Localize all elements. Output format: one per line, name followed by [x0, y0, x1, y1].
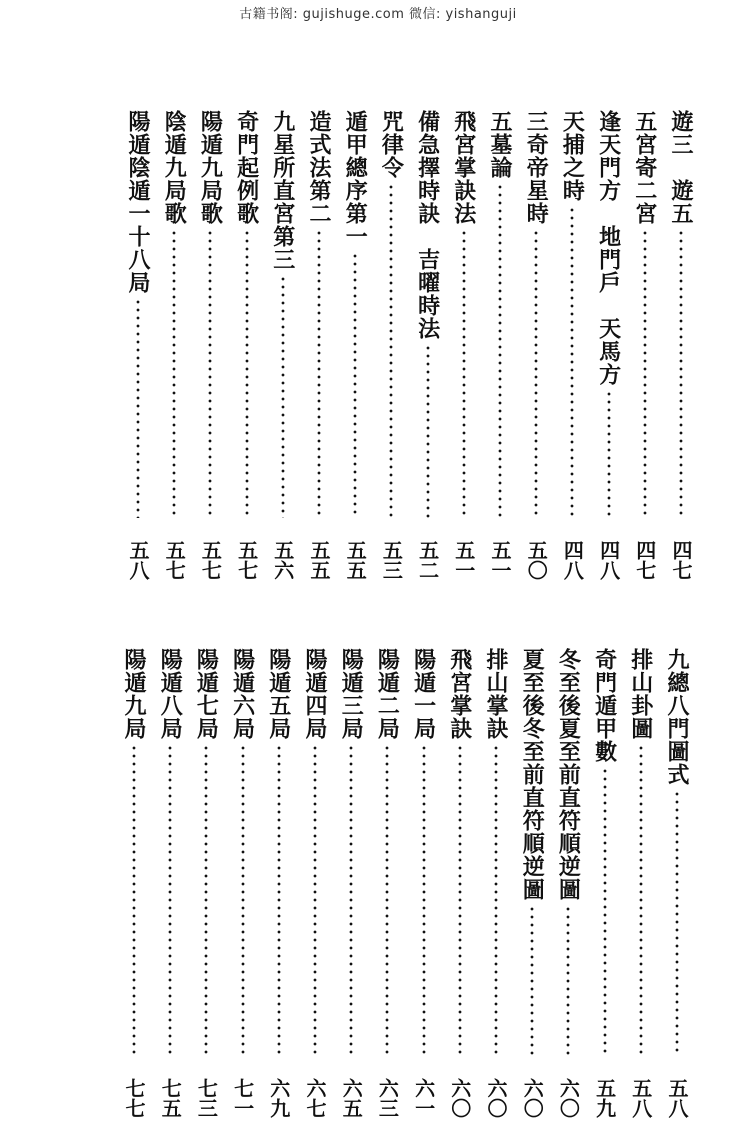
leader-dots	[570, 206, 574, 518]
toc-entry-page: 五一	[451, 540, 476, 580]
toc-entry-page: 五七	[234, 540, 259, 580]
toc-entry-title: 飛宮掌訣	[446, 648, 473, 740]
leader-dots	[607, 390, 611, 518]
toc-entry	[300, 648, 330, 1118]
toc-entry-page: 五五	[307, 540, 331, 580]
leader-dots	[277, 744, 281, 1056]
toc-entry-title: 陽遁一局	[410, 648, 437, 740]
toc-entry-title: 九總八門圖式	[664, 648, 690, 786]
leader-dots	[675, 790, 679, 1056]
leader-dots	[313, 744, 317, 1056]
leader-dots	[498, 183, 502, 518]
toc-entry-page: 四八	[560, 540, 585, 580]
toc-entry	[155, 648, 185, 1118]
toc-entry-title: 五墓論	[487, 110, 513, 179]
toc-entry-title: 夏至後冬至前直符順逆圖	[519, 648, 546, 901]
toc-entry	[485, 110, 515, 580]
toc-entry-page: 五六	[270, 540, 295, 580]
toc-entry	[228, 648, 258, 1118]
toc-entry-page: 七五	[158, 1078, 183, 1118]
toc-entry-page: 六〇	[520, 1078, 545, 1118]
leader-dots	[643, 229, 647, 518]
toc-entry-page: 七一	[230, 1078, 255, 1118]
watermark-text: 古籍书阁: gujishuge.com 微信: yishanguji	[239, 7, 517, 22]
toc-entry-page: 五二	[415, 540, 440, 580]
toc-entry	[119, 648, 149, 1118]
toc-entry	[159, 110, 189, 580]
toc-entry-title: 冬至後夏至前直符順逆圖	[555, 648, 582, 901]
leader-dots	[566, 905, 570, 1056]
toc-entry-title: 陽遁五局	[265, 648, 292, 740]
leader-dots	[494, 744, 498, 1056]
toc-entry-title: 飛宮掌訣法	[450, 110, 477, 225]
leader-dots	[172, 229, 176, 518]
toc-entry	[304, 110, 334, 580]
toc-entry-title: 陽遁九局	[121, 648, 147, 740]
toc-entry-title: 排山卦圖	[627, 648, 654, 740]
leader-dots	[204, 744, 208, 1056]
toc-entry-title: 天捕之時	[559, 110, 586, 202]
toc-entry	[517, 648, 547, 1118]
toc-entry-title: 陽遁六局	[229, 648, 256, 740]
toc-entry-page: 五九	[592, 1078, 617, 1118]
toc-entry	[666, 110, 696, 580]
leader-dots	[534, 229, 538, 518]
toc-entry-page: 六〇	[447, 1078, 472, 1118]
toc-entry	[630, 110, 660, 580]
toc-entry-page: 四八	[596, 540, 621, 580]
toc-entry-title: 陽遁四局	[302, 648, 328, 740]
toc-entry	[626, 648, 656, 1118]
toc-entry-title: 九星所直宮第三	[269, 110, 296, 271]
toc-entry-page: 六七	[303, 1078, 327, 1118]
toc-entry	[553, 648, 583, 1118]
leader-dots	[458, 744, 462, 1056]
toc-entry	[445, 648, 475, 1118]
toc-entry-title: 咒律令	[378, 110, 405, 179]
toc-entry-page: 七七	[122, 1078, 146, 1118]
leader-dots	[245, 229, 249, 518]
toc-entry-page: 五八	[665, 1078, 689, 1118]
toc-entry	[268, 110, 298, 580]
toc-entry-page: 六九	[266, 1078, 291, 1118]
leader-dots	[241, 744, 245, 1056]
toc-entry-title: 備急擇時訣 吉曜時法	[414, 110, 441, 340]
leader-dots	[281, 275, 285, 518]
leader-dots	[385, 744, 389, 1056]
toc-entry	[481, 648, 511, 1118]
toc-entry-title: 遊三 遊五	[668, 110, 694, 225]
toc-entry	[449, 110, 479, 580]
toc-entry	[521, 110, 551, 580]
leader-dots	[426, 344, 430, 518]
toc-entry-page: 六五	[339, 1078, 364, 1118]
toc-entry	[336, 648, 366, 1118]
toc-entry-title: 逢天門方 地門戶 天馬方	[595, 110, 622, 386]
toc-entry-title: 奇門起例歌	[233, 110, 260, 225]
toc-entry-title: 遁甲總序第一	[342, 110, 369, 248]
leader-dots	[353, 252, 357, 518]
toc-entry-page: 五七	[162, 540, 187, 580]
toc-entry	[376, 110, 406, 580]
toc-entry	[123, 110, 153, 580]
toc-entry-page: 五〇	[524, 540, 549, 580]
toc-entry	[372, 648, 402, 1118]
leader-dots	[317, 229, 321, 518]
leader-dots	[530, 905, 534, 1056]
leader-dots	[132, 744, 136, 1056]
toc-entry-page: 六一	[411, 1078, 436, 1118]
toc-entry-page: 四七	[669, 540, 693, 580]
toc-entry-page: 六三	[375, 1078, 400, 1118]
toc-entry-page: 四七	[632, 540, 657, 580]
toc-entry	[264, 648, 294, 1118]
toc-entry-title: 陽遁九局歌	[197, 110, 224, 225]
leader-dots	[349, 744, 353, 1056]
toc-entry-page: 七三	[194, 1078, 219, 1118]
toc-entry-title: 陽遁二局	[374, 648, 401, 740]
toc-entry-page: 五八	[628, 1078, 653, 1118]
toc-entry	[195, 110, 225, 580]
toc-entry	[413, 110, 443, 580]
leader-dots	[679, 229, 683, 518]
toc-entry-title: 陽遁八局	[157, 648, 184, 740]
leader-dots	[136, 298, 140, 518]
toc-top-block	[0, 110, 756, 580]
toc-entry-page: 五一	[488, 540, 512, 580]
toc-entry-page: 六〇	[556, 1078, 581, 1118]
toc-entry-title: 奇門遁甲數	[591, 648, 618, 763]
toc-entry-title: 排山掌訣	[483, 648, 509, 740]
toc-entry	[191, 648, 221, 1118]
toc-entry-title: 陽遁三局	[338, 648, 365, 740]
toc-entry	[557, 110, 587, 580]
toc-entry-title: 陽遁陰遁一十八局	[125, 110, 151, 294]
toc-entry	[590, 648, 620, 1118]
leader-dots	[422, 744, 426, 1056]
toc-entry-page: 五五	[343, 540, 368, 580]
toc-entry-page: 五三	[379, 540, 404, 580]
toc-entry-title: 陽遁七局	[193, 648, 220, 740]
leader-dots	[603, 767, 607, 1056]
toc-entry-page: 五七	[198, 540, 223, 580]
leader-dots	[389, 183, 393, 518]
toc-entry	[594, 110, 624, 580]
leader-dots	[462, 229, 466, 518]
toc-bottom-block	[0, 648, 756, 1118]
toc-entry	[409, 648, 439, 1118]
leader-dots	[208, 229, 212, 518]
toc-entry-page: 六〇	[484, 1078, 508, 1118]
toc-entry-title: 陰遁九局歌	[161, 110, 188, 225]
toc-entry	[232, 110, 262, 580]
toc-entry-title: 三奇帝星時	[523, 110, 550, 225]
toc-entry-page: 五八	[126, 540, 150, 580]
toc-entry-title: 五宮寄二宮	[631, 110, 658, 225]
toc-entry	[340, 110, 370, 580]
leader-dots	[639, 744, 643, 1056]
leader-dots	[168, 744, 172, 1056]
toc-entry-title: 造式法第二	[306, 110, 332, 225]
toc-entry	[662, 648, 692, 1118]
